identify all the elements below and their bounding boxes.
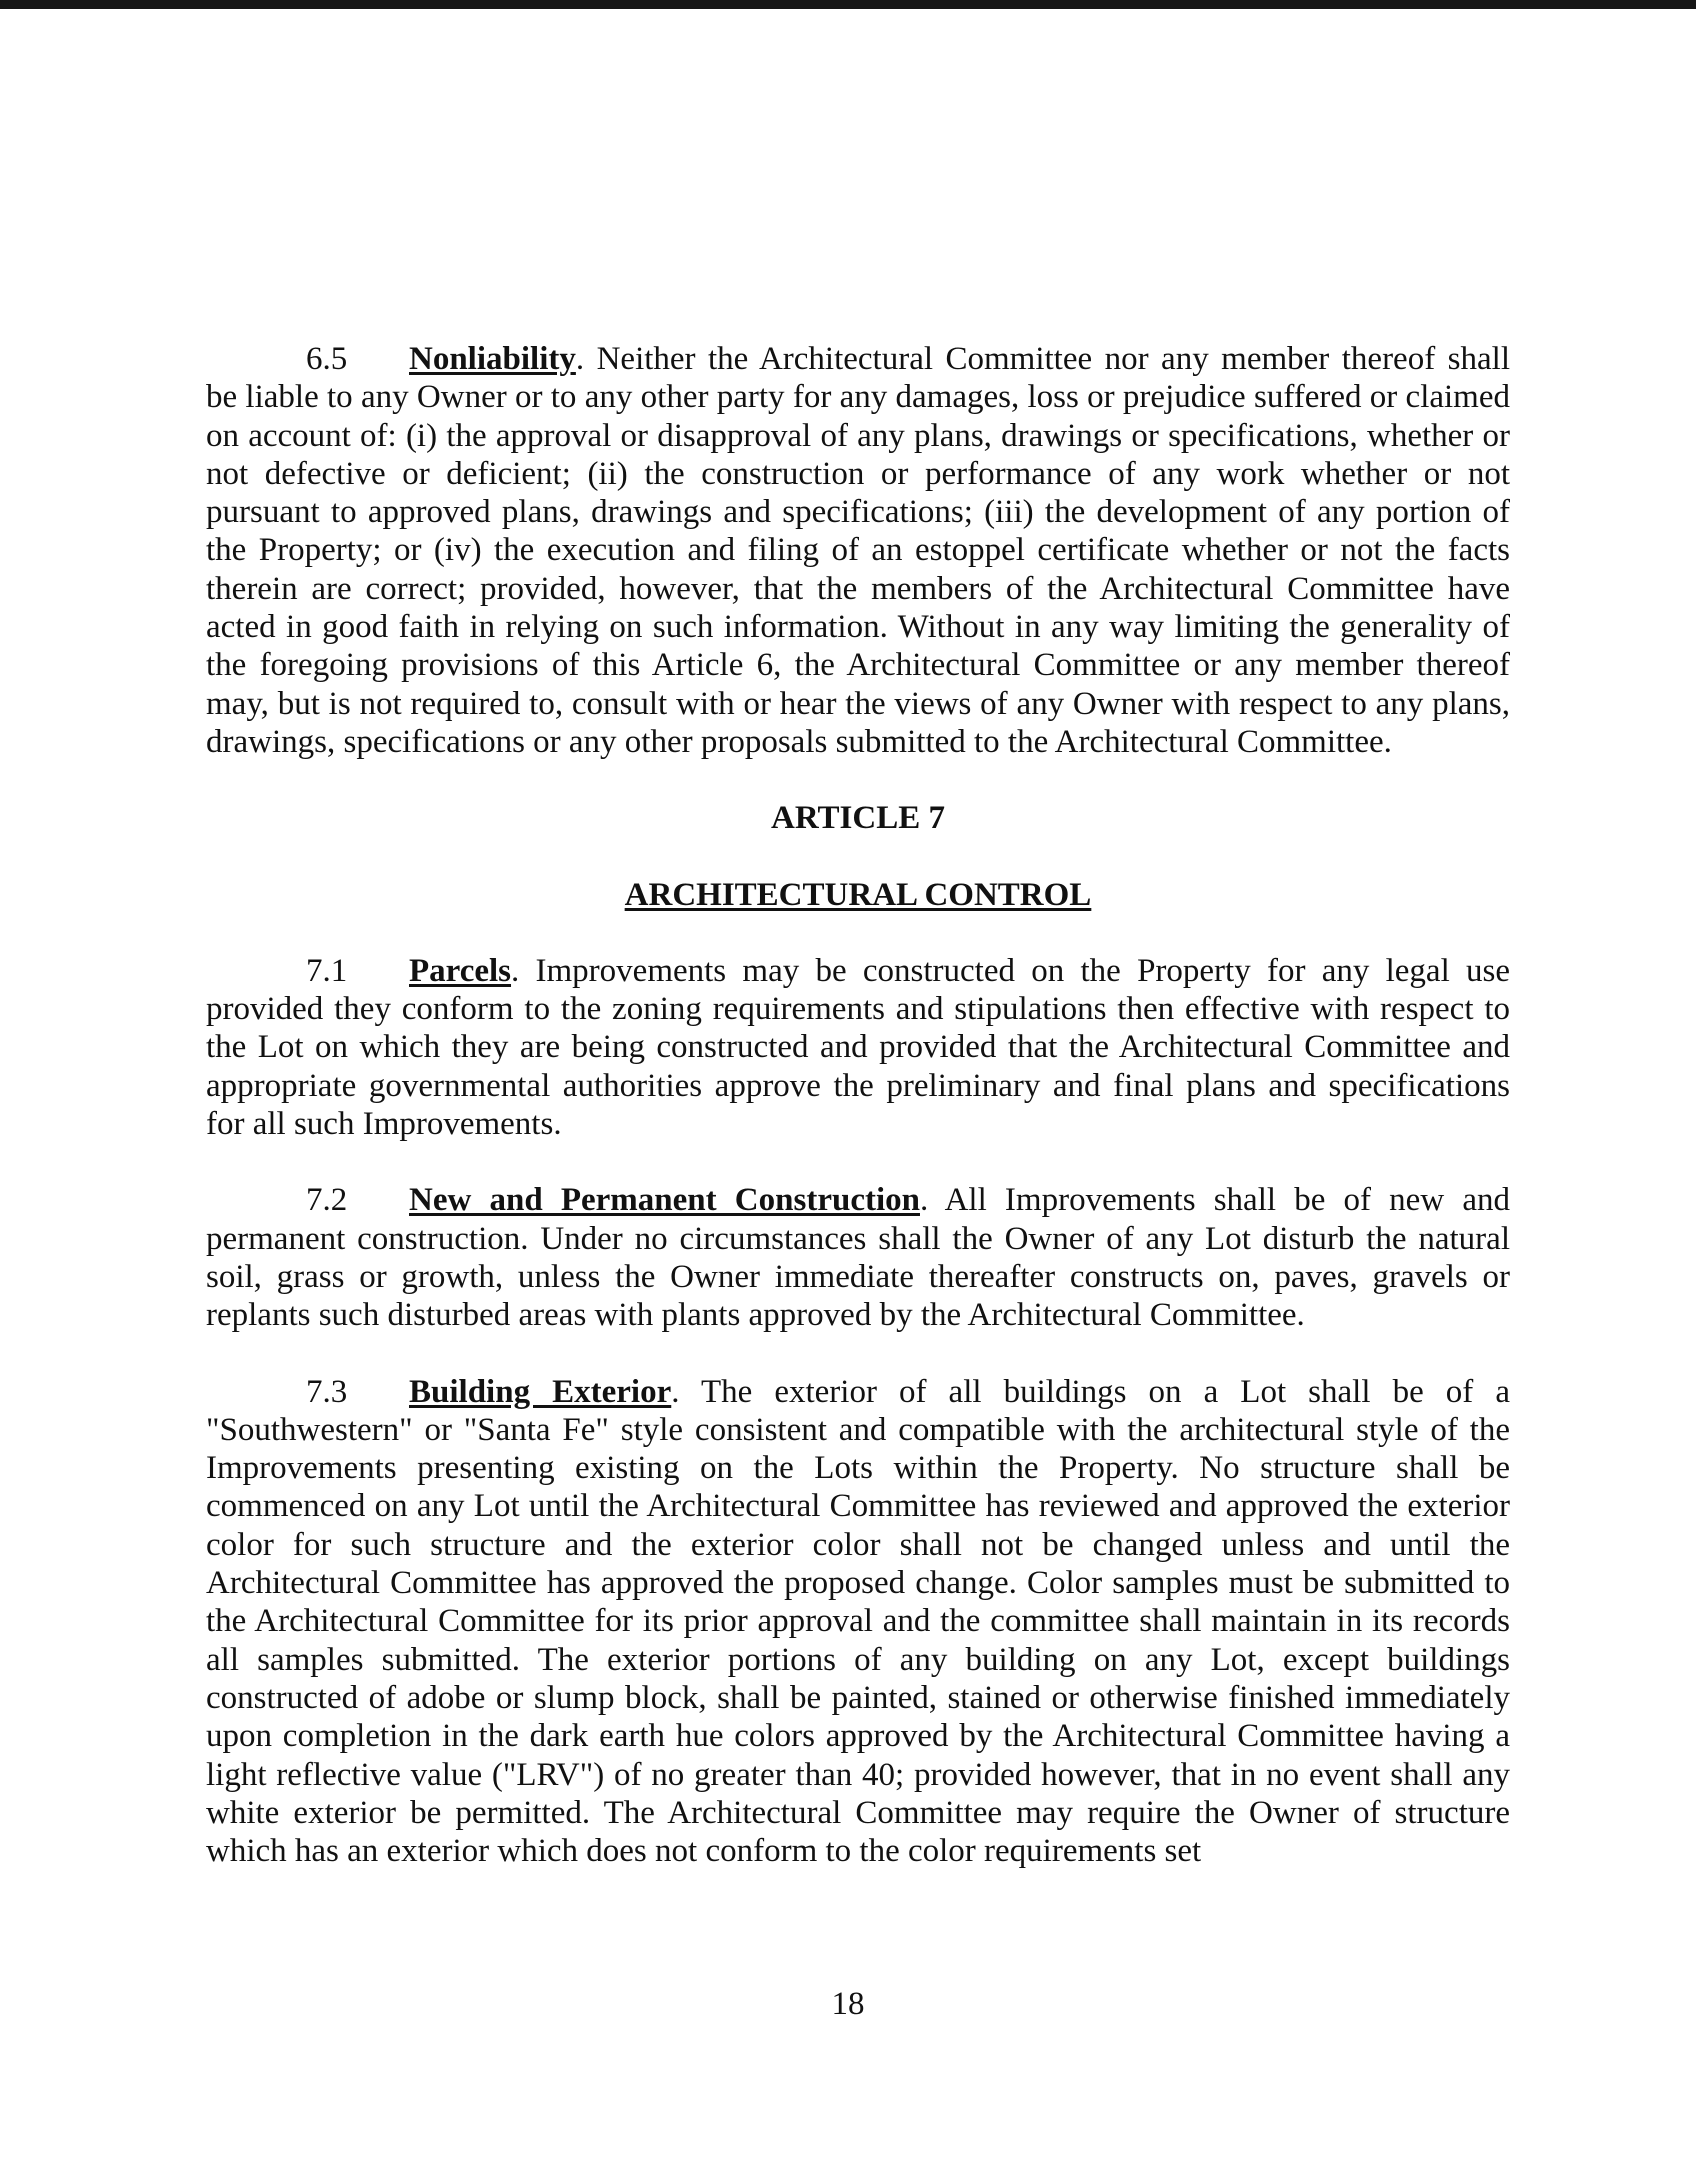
- section-body: . The exterior of all buildings on a Lot shall be of a "Southwestern" or "Santa Fe" style consistent and compatible with the architectural style of the Improvements presenting existing on the Lots within the Property. No structure shall be commenced on any Lot until the Architectural Committee has reviewed and approved the exterior color for such structure and the exterior color shall not be changed unless and until the Architectural Committee has approved the proposed change. Color samples must be submitted to the Architectural Committee for its prior approval and the committee shall maintain in its records all samples submitted. The exterior portions of any building on any Lot, except buildings constructed of adobe or slump block, shall be painted, stained or otherwise finished immediately upon completion in the dark earth hue colors approved by the Architectural Committee having a light reflective value ("LRV") of no greater than 40; provided however, that in no event shall any white exterior be permitted. The Architectural Committee may require the Owner of structure which has an exterior which does not conform to the color requirements set: [206, 1373, 1510, 1870]
- document-body: [206, 340, 1510, 1870]
- section-number: 7.1: [306, 952, 348, 989]
- section-body: . Neither the Architectural Committee nor any member thereof shall be liable to any Owner or to any other party for any damages, loss or prejudice suffered or claimed on account of: (i) the approval or disapproval of any plans, drawings or specifications, whether or not defective or deficient; (ii) the construction or performance of any work whether or not pursuant to approved plans, drawings and specifications; (iii) the development of any portion of the Property; or (iv) the execution and filing of an estoppel certificate whether or not the facts therein are correct; provided, however, that the members of the Architectural Committee have acted in good faith in relying on such information. Without in any way limiting the generality of the foregoing provisions of this Article 6, the Architectural Committee or any member thereof may, but is not required to, consult with or hear the views of any Owner with respect to any plans, drawings, specifications or any other proposals submitted to the Architectural Committee.: [206, 341, 1510, 760]
- section-title: Building Exterior: [409, 1373, 672, 1410]
- article-heading: ARTICLE 7: [771, 800, 945, 837]
- section-title: New and Permanent Construction: [409, 1182, 920, 1219]
- section-number: 7.2: [306, 1182, 348, 1219]
- section-body: . Improvements may be constructed on the Property for any legal use provided they conform to the zoning requirements and stipulations then effective with respect to the Lot on which they are being constructed and provided that the Architectural Committee and appropriate governmental authorities approve the preliminary and final plans and specifications for all such Improvements.: [206, 952, 1510, 1143]
- section-7-3: [206, 1373, 1510, 1871]
- scan-top-edge: [0, 0, 1696, 9]
- section-7-2: [206, 1181, 1510, 1334]
- section-number: 7.3: [306, 1373, 348, 1410]
- section-body: . All Improvements shall be of new and permanent construction. Under no circumstances shall the Owner of any Lot disturb the natural soil, grass or growth, unless the Owner immediate thereafter constructs on, paves, gravels or replants such disturbed areas with plants approved by the Architectural Committee.: [206, 1182, 1510, 1334]
- article-title: ARCHITECTURAL CONTROL: [624, 876, 1092, 913]
- section-6-5: [206, 340, 1510, 761]
- page-number: 18: [831, 1986, 865, 2022]
- section-title: Parcels: [409, 952, 512, 989]
- section-7-1: [206, 952, 1510, 1143]
- section-title: Nonliability: [409, 341, 576, 377]
- section-number: 6.5: [306, 341, 348, 377]
